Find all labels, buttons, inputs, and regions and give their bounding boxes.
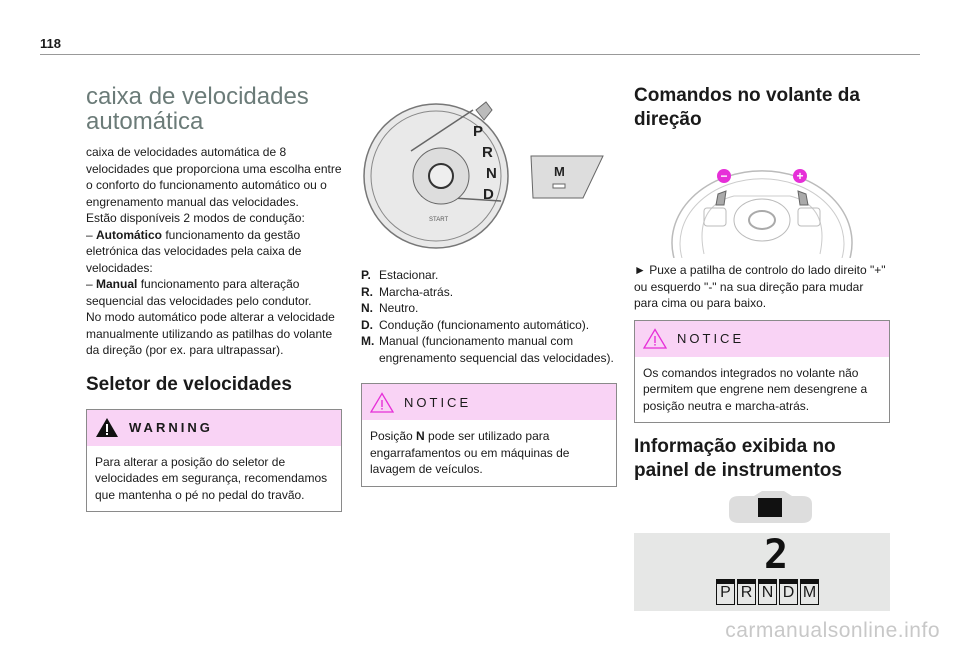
- display-mode: N: [758, 579, 777, 605]
- modes-intro: Estão disponíveis 2 modos de condução:: [86, 211, 305, 225]
- warning-text: Para alterar a posição do seletor de velocidades em segurança, recomendamos que mantenha o pé no pedal do travão.: [95, 454, 328, 502]
- notice-header: [635, 321, 889, 357]
- legend-key: D.: [361, 317, 373, 332]
- notice-icon: [643, 328, 667, 349]
- gear-legend: [361, 267, 617, 366]
- column-2: [361, 96, 617, 487]
- legend-key: R.: [361, 284, 373, 299]
- mode-manual: – Manual funcionamento para alteração sequencial das velocidades pelo condutor.: [86, 277, 312, 308]
- mode-name: Automático: [96, 227, 163, 242]
- dial-label-n: N: [486, 165, 497, 182]
- display-gear-number: 2: [764, 532, 789, 578]
- legend-text: Estacionar.: [379, 268, 439, 282]
- gear-display: [634, 533, 890, 611]
- legend-item: [361, 317, 617, 334]
- page-number: 118: [40, 36, 61, 51]
- section-title: Informação exibida no painel de instrumentos: [634, 436, 842, 481]
- warning-box: [86, 409, 342, 513]
- notice-text: Os comandos integrados no volante não permitem que engrene nem desengrene a posição neutra e marcha-atrás.: [643, 365, 868, 413]
- legend-key: M.: [361, 334, 375, 348]
- column-3: [634, 84, 890, 611]
- mode-text: funcionamento da gestão eletrónica das velocidades pela caixa de velocidades:: [86, 227, 302, 275]
- notice-text-bold: N: [416, 429, 425, 443]
- notice-icon: [370, 392, 394, 413]
- steering-wheel-illustration: [634, 138, 890, 258]
- notice-label: NOTICE: [677, 331, 745, 346]
- warning-header: [87, 410, 341, 446]
- notice-text: [362, 420, 616, 486]
- legend-text: Manual (funcionamento manual com engrenamento sequencial das velocidades).: [379, 334, 614, 365]
- notice-box: [361, 383, 617, 487]
- notice-label: NOTICE: [404, 394, 472, 410]
- header-divider: [40, 54, 920, 55]
- display-mode: D: [779, 579, 798, 605]
- display-mode: P: [716, 579, 735, 605]
- legend-text: Marcha-atrás.: [379, 284, 454, 299]
- legend-item: [361, 300, 617, 317]
- dial-start-label: START: [429, 217, 449, 223]
- section-title: Seletor de velocidades: [86, 373, 292, 395]
- instrument-cluster-icon: [634, 491, 890, 527]
- notice-text-post: pode ser utilizado para engarrafamentos ou em máquinas de lavagem de veículos.: [370, 429, 570, 476]
- legend-key: N.: [361, 301, 373, 315]
- intro-text: caixa de velocidades automática de 8 velocidades que proporciona uma escolha entre o conforto do funcionamento automático ou o engrenamento manual das velocidades.: [86, 145, 342, 209]
- display-mode: R: [737, 579, 756, 605]
- notice-header: [362, 384, 616, 420]
- outro-text: No modo automático pode alterar a velocidade manualmente utilizando as patilhas do volante da direção (por ex. para ultrapassar).: [86, 310, 335, 357]
- dial-label-d: D: [483, 186, 494, 203]
- warning-icon: [95, 417, 119, 438]
- display-mode-row: [716, 579, 819, 605]
- section-title: Comandos no volante da direção: [634, 85, 860, 130]
- paddle-plus-label: +: [796, 169, 804, 183]
- gear-selector-illustration: [361, 96, 617, 254]
- paddle-minus-label: −: [720, 169, 728, 183]
- warning-label: WARNING: [129, 420, 213, 435]
- legend-key: P.: [361, 268, 371, 282]
- legend-item: [361, 267, 617, 284]
- mode-name: Manual: [96, 277, 138, 291]
- mode-text: funcionamento para alteração sequencial das velocidades pelo condutor.: [86, 277, 312, 308]
- m-button-label: M: [554, 164, 565, 179]
- legend-text: Condução (funcionamento automático).: [379, 317, 590, 332]
- legend-item: [361, 333, 617, 366]
- column-1: [86, 84, 342, 512]
- notice-box: [634, 320, 890, 424]
- dial-label-r: R: [482, 144, 493, 161]
- display-mode: M: [800, 579, 819, 605]
- mode-automatic: – Automático funcionamento da gestão eletrónica das velocidades pela caixa de velocidades:: [86, 227, 302, 275]
- paddle-instruction: ► Puxe a patilha de controlo do lado direito "+" ou esquerdo "-" na sua direção para mudar para cima ou para baixo.: [634, 263, 886, 310]
- notice-text-pre: Posição: [370, 429, 417, 443]
- dial-label-p: P: [473, 123, 484, 140]
- legend-text: Neutro.: [379, 301, 419, 315]
- watermark: carmanualsonline.info: [725, 619, 940, 642]
- intro-paragraph: [86, 144, 342, 359]
- legend-item: [361, 284, 617, 301]
- chapter-title: caixa de velocidades automática: [86, 83, 309, 135]
